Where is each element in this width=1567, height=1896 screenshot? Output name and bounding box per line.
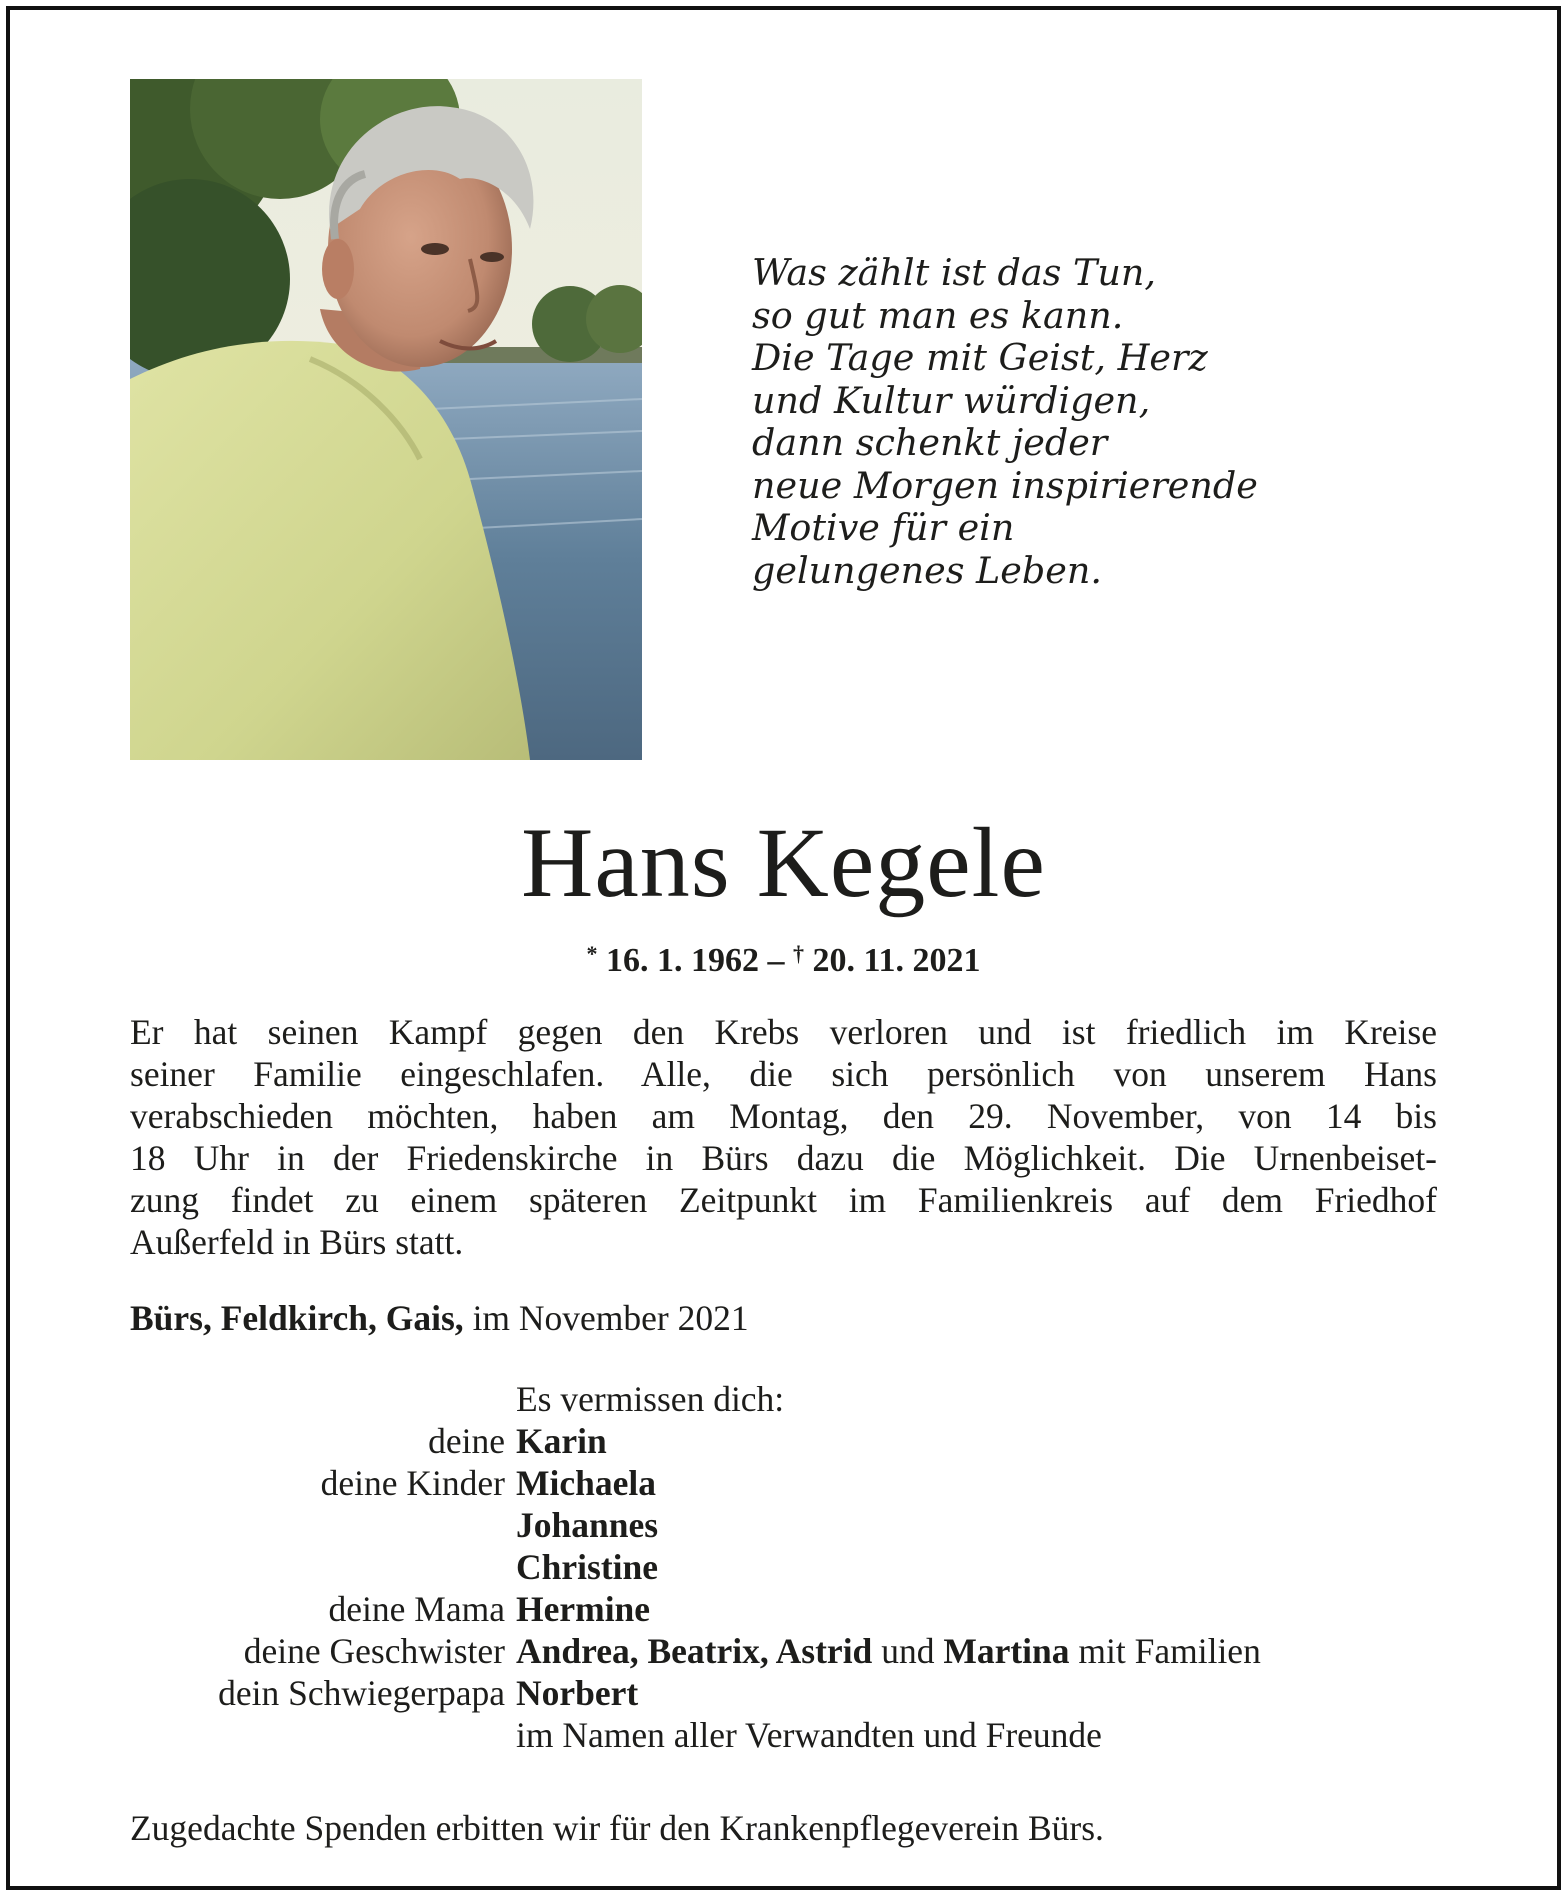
mourner-name: Norbert [516, 1673, 639, 1713]
conjunction: und [881, 1631, 935, 1671]
poem-line: so gut man es kann. [752, 293, 1124, 337]
place-date [130, 1296, 749, 1340]
mourner-row [130, 1588, 1450, 1630]
poem-line: Was zählt ist das Tun, [752, 251, 1156, 294]
relation-label: deine Mama [328, 1589, 505, 1629]
mourner-name: Hermine [516, 1589, 651, 1629]
poem-line: dann schenkt jeder [752, 421, 1108, 464]
siblings-suffix: mit Familien [1078, 1631, 1261, 1671]
text-line: seiner Familie eingeschlafen. Alle, die sich persönlich von unserem Hans [130, 1054, 1437, 1094]
text-line: verabschieden möchten, haben am Montag, den 29. November, von 14 bis [130, 1096, 1437, 1136]
siblings-row [130, 1630, 1450, 1672]
mourner-row [130, 1462, 1450, 1504]
poem-line: gelungenes Leben. [752, 548, 1102, 592]
poem-line: Die Tage mit Geist, Herz [752, 336, 1208, 379]
deceased-name: Hans Kegele [521, 807, 1046, 918]
text-line: Außerfeld in Bürs statt. [130, 1222, 464, 1262]
poem-line: und Kultur würdigen, [752, 378, 1151, 422]
text-line: zung findet zu einem späteren Zeitpunkt im Familienkreis auf dem Friedhof [130, 1180, 1437, 1220]
donation-note: Zugedachte Spenden erbitten wir für den Krankenpflegeverein Bürs. [130, 1808, 1104, 1848]
announcement-text [130, 1011, 1437, 1263]
poem-line: neue Morgen inspirierende [752, 463, 1258, 507]
birth-date: 16. 1. 1962 [605, 942, 759, 979]
mourners-list [130, 1378, 1450, 1756]
relation-label: deine [428, 1421, 505, 1461]
mourner-name: Johannes [516, 1505, 659, 1545]
poem-line: Motive für ein [752, 506, 1015, 549]
death-symbol: † [792, 941, 804, 966]
places: Bürs, Feldkirch, Gais, [130, 1298, 464, 1338]
date-separator: – [767, 942, 785, 979]
mourner-row [130, 1672, 1450, 1714]
mourner-row [130, 1420, 1450, 1462]
mourner-name: Karin [516, 1421, 607, 1461]
mourners-intro-row [130, 1378, 1450, 1420]
relation-label: deine Kinder [320, 1463, 505, 1503]
announcement-date: im November 2021 [472, 1298, 749, 1338]
closing-row [130, 1714, 1450, 1756]
sibling-names: Andrea, Beatrix, Astrid [516, 1631, 873, 1671]
mourner-row [130, 1504, 1450, 1546]
sibling-last-name: Martina [943, 1631, 1070, 1671]
text-line: 18 Uhr in der Friedenskirche in Bürs dazu die Möglichkeit. Die Urnenbeiset- [130, 1138, 1437, 1178]
life-dates [0, 932, 1567, 983]
death-date: 20. 11. 2021 [812, 942, 981, 979]
relation-label: deine Geschwister [243, 1631, 505, 1671]
text-line: Er hat seinen Kampf gegen den Krebs verloren und ist friedlich im Kreise [130, 1012, 1437, 1052]
relation-label [130, 1546, 516, 1588]
portrait-photo [130, 79, 642, 760]
birth-symbol: * [586, 941, 598, 966]
mourner-row [130, 1546, 1450, 1588]
relation-label: dein Schwiegerpapa [218, 1673, 505, 1713]
poem [752, 252, 1312, 592]
mourners-intro: Es vermissen dich: [516, 1379, 785, 1419]
mourners-closing: im Namen aller Verwandten und Freunde [516, 1715, 1102, 1755]
mourner-name: Christine [516, 1547, 658, 1587]
mourner-name: Michaela [516, 1463, 656, 1503]
relation-label [130, 1504, 516, 1546]
